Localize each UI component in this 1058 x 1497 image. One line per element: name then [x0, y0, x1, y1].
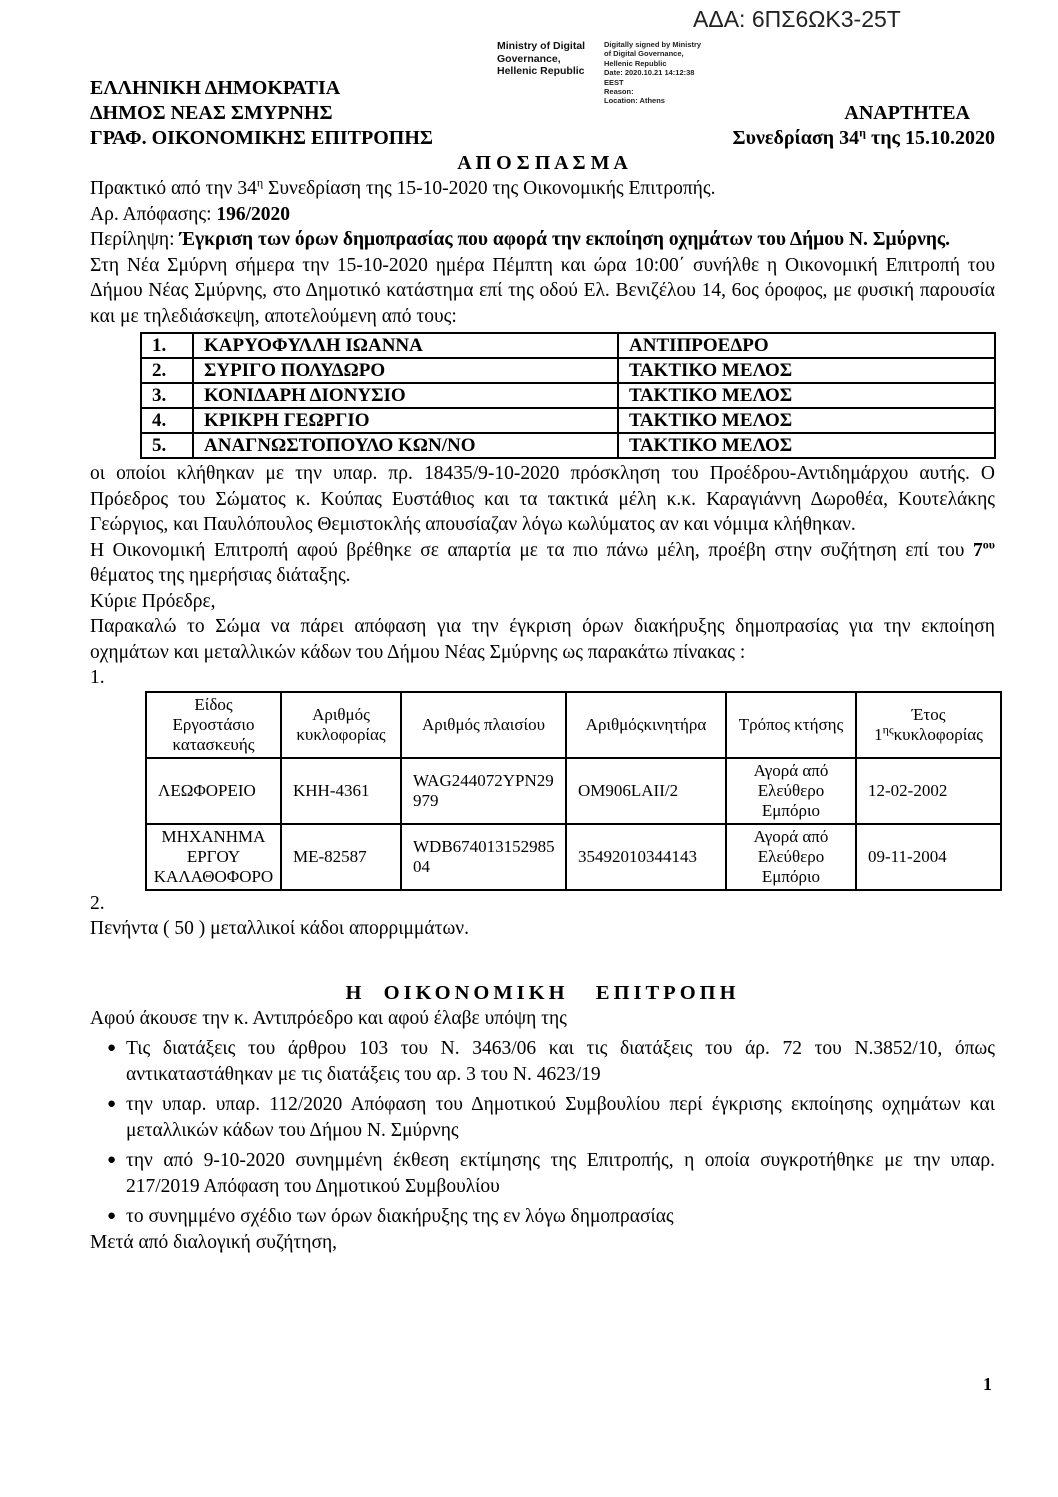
summary-text: Έγκριση των όρων δημοπρασίας που αφορά την εκποίηση οχημάτων του Δήμου Ν. Σμύρνης.	[179, 229, 951, 250]
vehicle-chassis: WDB67401315298504	[401, 824, 566, 890]
session-superscript: η	[859, 125, 866, 140]
praktiko-text: Πρακτικό από την 34	[90, 178, 257, 199]
summary-label: Περίληψη:	[90, 229, 180, 250]
committee-intro: Αφού άκουσε την κ. Αντιπρόεδρο και αφού έλαβε υπόψη της	[90, 1007, 567, 1029]
list-item-2-text: Πενήντα ( 50 ) μεταλλικοί κάδοι απορριμμάτων.	[90, 918, 469, 939]
bullet-text: το συνημμένο σχέδιο των όρων διακήρυξης της εν λόγω δημοπρασίας	[126, 1206, 674, 1227]
signature-detail-line: Hellenic Republic	[604, 58, 667, 68]
vehicle-year: 09-11-2004	[856, 824, 1001, 890]
summary-line	[90, 227, 995, 253]
member-role: ΤΑΚΤΙΚΟ ΜΕΛΟΣ	[618, 408, 995, 433]
decision-line	[90, 202, 995, 228]
meeting-paragraph: Στη Νέα Σμύρνη σήμερα την 15-10-2020 ημέρα Πέμπτη και ώρα 10:00΄ συνήλθε η Οικονομική Επιτροπή του Δήμου Νέας Σμύρνης, στο Δημοτικό κατάστημα επί της οδού Ελ. Βενιζέλου 14, 6ος όροφος, με φυσική παρουσία και με τηλεδιάσκεψη, αποτελούμενη από τους:	[90, 254, 995, 327]
vehicle-plate: ΜΕ-82587	[281, 824, 401, 890]
paragraph-quorum	[90, 538, 995, 589]
session-info	[733, 126, 995, 151]
members-table	[140, 332, 996, 459]
header-right	[733, 101, 995, 151]
bullet-icon: ●	[107, 1208, 117, 1224]
praktiko-rest: Συνεδρίαση της 15-10-2020 της Οικονομικής Επιτροπής.	[263, 178, 716, 199]
paragraph-request: Παρακαλώ το Σώμα να πάρει απόφαση για την έγκριση όρων διακήρυξης δημοπρασίας για την εκποίηση οχημάτων και μεταλλικών κάδων του Δήμου Νέας Σμύρνης ως παρακάτω πίνακας :	[90, 616, 995, 663]
signature-detail-line: of Digital Governance,	[604, 49, 684, 59]
paragraph-praktiko	[90, 176, 995, 202]
year-header-num: 1	[874, 724, 883, 744]
document-header	[90, 76, 995, 151]
signer-line: Governance,	[497, 52, 561, 65]
bullet-icon: ●	[107, 1152, 117, 1168]
member-row	[141, 358, 995, 383]
decision-label: Αρ. Απόφασης:	[90, 203, 217, 225]
bullet-text: Τις διατάξεις του άρθρου 103 του Ν. 3463/06 και τις διατάξεις του άρ. 72 του Ν.3852/10, όπως αντικαταστάθηκαν με τις διατάξεις του αρ. 3 του Ν. 4623/19	[126, 1038, 995, 1085]
list-item-2-label: 2.	[90, 892, 105, 914]
salutation: Κύριε Πρόεδρε,	[90, 590, 216, 612]
vehicle-acquisition: Αγορά από Ελεύθερο Εμπόριο	[726, 758, 856, 824]
vehicle-header-plate: Αριθμός κυκλοφορίας	[281, 692, 401, 758]
bullet-icon: ●	[107, 1040, 117, 1056]
vehicle-year: 12-02-2002	[856, 758, 1001, 824]
anartitea-label: ΑΝΑΡΤΗΤΕΑ	[844, 102, 970, 124]
vehicle-engine: OM906LAII/2	[566, 758, 726, 824]
org-line-municipality: ΔΗΜΟΣ ΝΕΑΣ ΣΜΥΡΝΗΣ	[90, 102, 333, 124]
org-line-office: ΓΡΑΦ. ΟΙΚΟΝΟΜΙΚΗΣ ΕΠΙΤΡΟΠΗΣ	[90, 127, 433, 149]
member-name: ΚΡΙΚΡΗ ΓΕΩΡΓΙΟ	[193, 408, 618, 433]
document-title: Α Π Ο Σ Π Α Σ Μ Α	[457, 152, 628, 174]
signature-detail-line: Digitally signed by Ministry	[604, 40, 702, 49]
paragraph-invitation: οι οποίοι κλήθηκαν με την υπαρ. πρ. 18435/9-10-2020 πρόσκληση του Προέδρου-Αντιδημάρχου αυτής. Ο Πρόεδρος του Σώματος κ. Κούπας Ευστάθιος και τα τακτικά μέλη κ.κ. Καραγιάννη Δωροθέα, Κουτελάκης Γεώργιος, και Παυλόπουλος Θεμιστοκλής απουσίαζαν λόγω κωλύματος αν και νόμιμα κλήθηκαν.	[90, 463, 995, 535]
member-row	[141, 433, 995, 458]
bullet-item	[90, 1204, 995, 1230]
year-header-line1: Έτος	[911, 704, 946, 724]
issuing-authority	[90, 76, 433, 151]
member-number: 4.	[141, 408, 193, 433]
vehicle-row	[146, 824, 1001, 890]
member-role: ΤΑΚΤΙΚΟ ΜΕΛΟΣ	[618, 383, 995, 408]
quorum-item-number	[973, 537, 995, 561]
vehicle-header-row	[146, 692, 1001, 758]
session-text: Συνεδρίαση 34	[732, 127, 860, 149]
year-header-superscript: ης	[882, 721, 894, 736]
vehicle-header-engine: Αριθμόςκινητήρα	[566, 692, 726, 758]
vehicle-header-year	[856, 692, 1001, 758]
member-name: ΑΝΑΓΝΩΣΤΟΠΟΥΛΟ ΚΩΝ/ΝΟ	[193, 433, 618, 458]
signature-detail-line: Reason:	[604, 86, 634, 96]
vehicle-header-acquisition: Τρόπος κτήσης	[726, 692, 856, 758]
member-role: ΑΝΤΙΠΡΟΕΔΡΟ	[618, 333, 995, 358]
member-number: 2.	[141, 358, 193, 383]
decision-number: 196/2020	[216, 203, 291, 225]
vehicle-table	[145, 691, 1002, 891]
member-row	[141, 333, 995, 358]
vehicle-header-chassis: Αριθμός πλαισίου	[401, 692, 566, 758]
list-item-1-label: 1.	[90, 667, 105, 688]
member-role: ΤΑΚΤΙΚΟ ΜΕΛΟΣ	[618, 358, 995, 383]
signer-line: Hellenic Republic	[497, 65, 585, 78]
vehicle-plate: ΚΗΗ-4361	[281, 758, 401, 824]
signature-detail-line: Date: 2020.10.21 14:12:38	[604, 68, 695, 78]
vehicle-chassis: WAG244072YPN29979	[401, 758, 566, 824]
member-number: 1.	[141, 333, 193, 358]
signer-line: Ministry of Digital	[497, 40, 586, 52]
bullet-item	[90, 1036, 995, 1087]
session-date: της 15.10.2020	[865, 127, 995, 149]
quorum-superscript: ου	[982, 537, 995, 551]
committee-heading: Η ΟΙΚΟΝΟΜΙΚΗ ΕΠΙΤΡΟΠΗ	[345, 981, 740, 1004]
quorum-num: 7	[973, 539, 983, 561]
vehicle-acquisition: Αγορά από Ελεύθερο Εμπόριο	[726, 824, 856, 890]
member-row	[141, 408, 995, 433]
member-name: ΚΟΝΙΔΑΡΗ ΔΙΟΝΥΣΙΟ	[193, 383, 618, 408]
vehicle-header-type: Είδος Εργοστάσιο κατασκευής	[146, 692, 281, 758]
page-number: 1	[983, 1374, 992, 1394]
ada-number: ΑΔΑ: 6ΠΣ6ΩΚ3-25Τ	[693, 6, 901, 32]
closing-text: Μετά από διαλογική συζήτηση,	[90, 1231, 338, 1253]
bullet-text: την υπαρ. υπαρ. 112/2020 Απόφαση του Δημοτικού Συμβουλίου περί έγκρισης εκποίησης οχημάτων και μεταλλικών κάδων του Δήμου Ν. Σμύρνης	[126, 1094, 995, 1141]
year-header-rest: κυκλοφορίας	[893, 724, 983, 744]
member-name: ΚΑΡΥΟΦΥΛΛΗ ΙΩΑΝΝΑ	[193, 333, 618, 358]
signature-detail-line: Location: Athens	[604, 96, 665, 106]
quorum-text: Η Οικονομική Επιτροπή αφού βρέθηκε σε απαρτία με τα πιο πάνω μέλη, προέβη στην συζήτηση επί του	[90, 539, 974, 561]
bullet-icon: ●	[107, 1096, 117, 1112]
bullet-item	[90, 1092, 995, 1143]
praktiko-superscript: η	[256, 175, 264, 190]
member-row	[141, 383, 995, 408]
signature-detail-line: EEST	[604, 77, 624, 87]
bullet-item	[90, 1148, 995, 1199]
member-number: 5.	[141, 433, 193, 458]
vehicle-engine: 35492010344143	[566, 824, 726, 890]
member-name: ΣΥΡΙΓΟ ΠΟΛΥΔΩΡΟ	[193, 358, 618, 383]
vehicle-type: ΛΕΩΦΟΡΕΙΟ	[146, 758, 281, 824]
vehicle-row	[146, 758, 1001, 824]
vehicle-type: ΜΗΧΑΝΗΜΑ ΕΡΓΟΥ ΚΑΛΑΘΟΦΟΡΟ	[146, 824, 281, 890]
org-line-republic: ΕΛΛΗΝΙΚΗ ΔΗΜΟΚΡΑΤΙΑ	[90, 77, 341, 99]
quorum-rest: θέματος της ημερήσιας διάταξης.	[90, 565, 351, 586]
member-role: ΤΑΚΤΙΚΟ ΜΕΛΟΣ	[618, 433, 995, 458]
member-number: 3.	[141, 383, 193, 408]
bullet-text: την από 9-10-2020 συνημμένη έκθεση εκτίμησης της Επιτροπής, η οποία συγκροτήθηκε με την υπαρ. 217/2019 Απόφαση του Δημοτικού Συμβουλίου	[126, 1150, 995, 1197]
